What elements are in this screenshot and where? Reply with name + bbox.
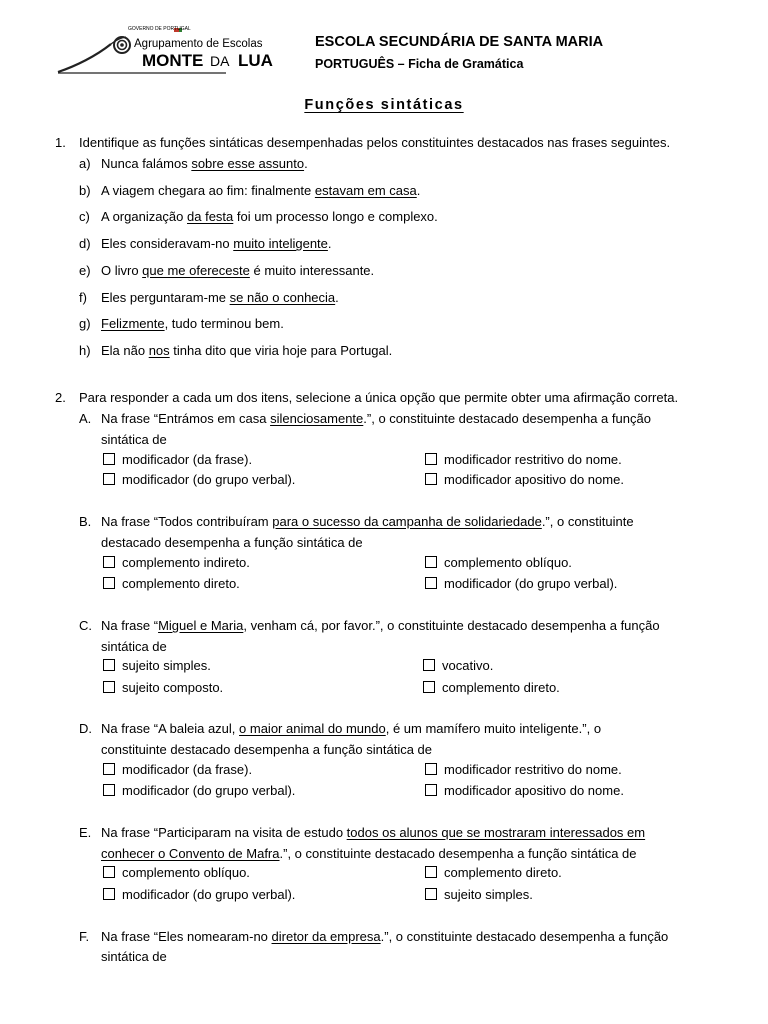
question-1-text: Identifique as funções sintáticas desempenhadas pelos constituintes destacados nas frases seguintes.	[79, 135, 671, 150]
option-checkbox[interactable]: complemento direto.	[103, 576, 240, 591]
highlighted-constituent: para o sucesso da campanha de solidariedade	[272, 514, 542, 529]
question-1-number: 1.	[55, 135, 66, 150]
question-2-number: 2.	[55, 390, 66, 405]
checkbox-icon[interactable]	[103, 473, 115, 485]
item-sentence: Eles consideravam-no muito inteligente.	[101, 236, 332, 251]
checkbox-icon[interactable]	[103, 577, 115, 589]
item-label: c)	[79, 209, 90, 224]
highlighted-constituent: o maior animal do mundo	[239, 721, 386, 736]
item-label: E.	[79, 825, 92, 840]
item-sentence: A organização da festa foi um processo longo e complexo.	[101, 209, 438, 224]
checkbox-icon[interactable]	[425, 763, 437, 775]
item-label: A.	[79, 411, 92, 426]
checkbox-icon[interactable]	[425, 866, 437, 878]
checkbox-icon[interactable]	[103, 659, 115, 671]
item-label: b)	[79, 183, 91, 198]
item-stem: Na frase “Eles nomearam-no diretor da empresa.”, o constituinte destacado desempenha a função	[101, 929, 669, 944]
list-item	[79, 183, 421, 198]
checkbox-icon[interactable]	[425, 453, 437, 465]
item-sentence: A viagem chegara ao fim: finalmente estavam em casa.	[101, 183, 421, 198]
option-checkbox[interactable]: modificador restritivo do nome.	[425, 762, 622, 777]
option-checkbox[interactable]: complemento oblíquo.	[425, 555, 572, 570]
item-stem-cont: constituinte destacado desempenha a função sintática de	[101, 742, 433, 757]
option-checkbox[interactable]: complemento direto.	[425, 865, 562, 880]
list-item	[79, 343, 393, 358]
checkbox-icon[interactable]	[103, 681, 115, 693]
checkbox-icon[interactable]	[103, 453, 115, 465]
option-checkbox[interactable]: modificador (do grupo verbal).	[103, 887, 295, 902]
item-label: h)	[79, 343, 91, 358]
highlighted-constituent: Felizmente	[101, 316, 165, 331]
option-checkbox[interactable]: sujeito composto.	[103, 680, 223, 695]
highlighted-constituent: muito inteligente	[233, 236, 328, 251]
checkbox-icon[interactable]	[103, 763, 115, 775]
item-stem: Na frase “Miguel e Maria, venham cá, por favor.”, o constituinte destacado desempenha a função	[101, 618, 660, 633]
item-sentence: Eles perguntaram-me se não o conhecia.	[101, 290, 339, 305]
checkbox-icon[interactable]	[425, 888, 437, 900]
checkbox-icon[interactable]	[103, 556, 115, 568]
highlighted-constituent: diretor da empresa	[271, 929, 381, 944]
highlighted-constituent: que me ofereceste	[142, 263, 250, 278]
highlighted-constituent: nos	[148, 343, 170, 358]
item-label: B.	[79, 514, 92, 529]
logo-line1: Agrupamento de Escolas	[134, 38, 263, 50]
page-title: Funções sintáticas	[304, 97, 464, 113]
checkbox-icon[interactable]	[425, 473, 437, 485]
item-sentence: Ela não nos tinha dito que viria hoje para Portugal.	[101, 343, 393, 358]
highlighted-constituent: Miguel e Maria	[158, 618, 244, 633]
question-2-text: Para responder a cada um dos itens, selecione a única opção que permite obter uma afirmação correta.	[79, 390, 679, 405]
item-stem-cont: sintática de	[101, 949, 167, 964]
item-stem-cont: sintática de	[101, 432, 167, 447]
option-checkbox[interactable]: complemento indireto.	[103, 555, 250, 570]
list-item	[79, 209, 438, 224]
highlighted-constituent: se não o conhecia	[229, 290, 336, 305]
school-name: ESCOLA SECUNDÁRIA DE SANTA MARIA	[315, 34, 604, 50]
option-checkbox[interactable]: sujeito simples.	[425, 887, 533, 902]
highlighted-constituent: silenciosamente	[270, 411, 364, 426]
item-label: e)	[79, 263, 91, 278]
list-item	[79, 290, 339, 305]
item-sentence: Nunca falámos sobre esse assunto.	[101, 156, 308, 171]
item-stem-cont: conhecer o Convento de Mafra.”, o constituinte destacado desempenha a função sintática de	[101, 846, 637, 861]
item-label: a)	[79, 156, 91, 171]
item-stem: Na frase “Participaram na visita de estudo todos os alunos que se mostraram interessados em	[101, 825, 646, 840]
checkbox-icon[interactable]	[103, 784, 115, 796]
list-item	[79, 316, 284, 331]
item-label: d)	[79, 236, 91, 251]
item-stem: Na frase “Entrámos em casa silenciosamente.”, o constituinte destacado desempenha a função	[101, 411, 651, 426]
logo-line2-a: MONTE	[142, 51, 204, 70]
option-checkbox[interactable]: complemento direto.	[423, 680, 560, 695]
checkbox-icon[interactable]	[423, 659, 435, 671]
logo-line2-c: LUA	[238, 51, 273, 70]
option-checkbox[interactable]: sujeito simples.	[103, 658, 211, 673]
item-label: F.	[79, 929, 90, 944]
logo-line2-b: DA	[210, 53, 230, 69]
list-item	[79, 236, 332, 251]
option-checkbox[interactable]: modificador (da frase).	[103, 762, 252, 777]
checkbox-icon[interactable]	[425, 577, 437, 589]
item-label: D.	[79, 721, 92, 736]
highlighted-constituent: conhecer o Convento de Mafra	[101, 846, 280, 861]
option-checkbox[interactable]: modificador apositivo do nome.	[425, 472, 624, 487]
item-label: f)	[79, 290, 87, 305]
option-checkbox[interactable]: modificador (do grupo verbal).	[103, 472, 295, 487]
option-checkbox[interactable]: complemento oblíquo.	[103, 865, 250, 880]
option-checkbox[interactable]: vocativo.	[423, 658, 493, 673]
option-checkbox[interactable]: modificador (do grupo verbal).	[425, 576, 617, 591]
highlighted-constituent: da festa	[187, 209, 234, 224]
option-checkbox[interactable]: modificador restritivo do nome.	[425, 452, 622, 467]
worksheet-subject: PORTUGUÊS – Ficha de Gramática	[315, 57, 524, 71]
highlighted-constituent: estavam em casa	[314, 183, 417, 198]
checkbox-icon[interactable]	[425, 556, 437, 568]
item-stem: Na frase “A baleia azul, o maior animal do mundo, é um mamífero muito inteligente.”, o	[101, 721, 602, 736]
item-label: C.	[79, 618, 92, 633]
highlighted-constituent: todos os alunos que se mostraram interessados em	[346, 825, 646, 840]
item-sentence: Felizmente, tudo terminou bem.	[101, 316, 284, 331]
item-label: g)	[79, 316, 91, 331]
list-item	[79, 263, 375, 278]
option-checkbox[interactable]: modificador (da frase).	[103, 452, 252, 467]
item-stem-cont: destacado desempenha a função sintática de	[101, 535, 363, 550]
item-stem-cont: sintática de	[101, 639, 167, 654]
item-sentence: O livro que me ofereceste é muito interessante.	[101, 263, 375, 278]
government-text: GOVERNO DE PORTUGAL	[128, 26, 191, 32]
item-stem: Na frase “Todos contribuíram para o sucesso da campanha de solidariedade.”, o constituinte	[101, 514, 634, 529]
checkbox-icon[interactable]	[423, 681, 435, 693]
checkbox-icon[interactable]	[103, 866, 115, 878]
highlighted-constituent: sobre esse assunto	[191, 156, 305, 171]
checkbox-icon[interactable]	[425, 784, 437, 796]
list-item	[79, 156, 308, 171]
option-checkbox[interactable]: modificador apositivo do nome.	[425, 783, 624, 798]
school-logo	[56, 26, 306, 84]
option-checkbox[interactable]: modificador (do grupo verbal).	[103, 783, 295, 798]
checkbox-icon[interactable]	[103, 888, 115, 900]
